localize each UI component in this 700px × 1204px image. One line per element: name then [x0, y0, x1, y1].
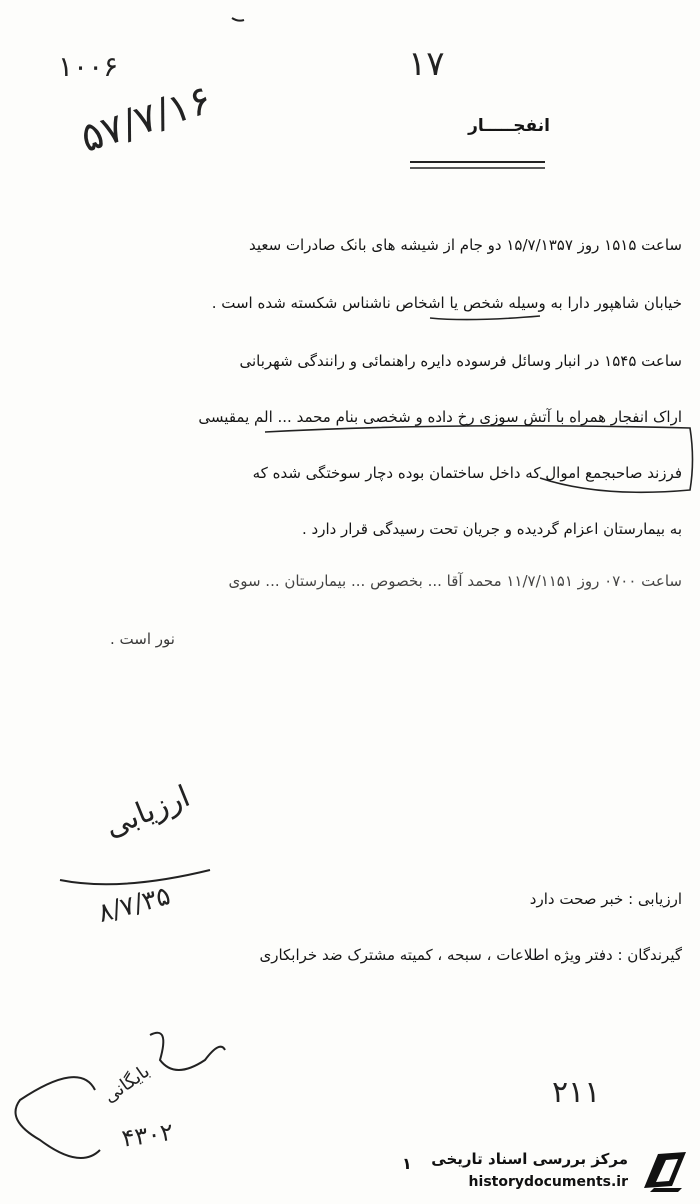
underline-line2	[430, 316, 540, 320]
underline-line4	[265, 426, 693, 493]
body-line-4: اراک انفجار همراه با آتش سوزی رخ داده و شخصی بنام محمد ... الم یمقیسی	[198, 408, 682, 426]
body-line-2: خیابان شاهپور دارا به وسیله شخص یا اشخاص ناشناس شکسته شده است .	[211, 294, 682, 312]
body-line-8: نور است .	[110, 630, 175, 648]
handwritten-note-3: بایگانی	[100, 1060, 154, 1108]
watermark	[398, 1144, 698, 1200]
handwritten-code: ۲۱۱	[552, 1075, 601, 1110]
body-line-7: ساعت ۰۷۰۰ روز ۱۱/۷/۱۱۵۱ محمد آقا ... بخصوص ... بیمارستان ... سوی	[228, 572, 682, 590]
handwritten-note-2: ۸/۷/۳۵	[95, 881, 174, 929]
watermark-number: ۱	[402, 1154, 412, 1173]
signature-scribble-1	[60, 870, 210, 884]
page-number: ۱۷	[408, 44, 445, 84]
signature-scribble-3	[150, 1033, 225, 1070]
body-line-5: فرزند صاحبجمع اموال که داخل ساختمان بوده دچار سوختگی شده که	[252, 464, 682, 482]
watermark-title: مرکز بررسی اسناد تاریخی	[431, 1150, 628, 1168]
handwritten-note-1: ارزیابی	[100, 778, 195, 845]
recipients-line: گیرندگان : دفتر ویژه اطلاعات ، سبحه ، کمیته مشترک ضد خرابکاری	[259, 946, 682, 964]
body-line-1: ساعت ۱۵۱۵ روز ۱۵/۷/۱۳۵۷ دو جام از شیشه های بانک صادرات سعید	[248, 236, 682, 254]
handwritten-note-4: ۴۳۰۲	[120, 1117, 175, 1153]
assessment-line: ارزیابی : خبر صحت دارد	[529, 890, 682, 908]
watermark-url: historydocuments.ir	[468, 1174, 628, 1190]
document-number: ۱۰۰۶	[58, 50, 119, 83]
body-line-6: به بیمارستان اعزام گردیده و جریان تحت رسیدگی قرار دارد .	[301, 520, 682, 538]
document-title: انفجـــــار	[468, 116, 550, 136]
signature-scribble-2	[16, 1077, 101, 1158]
top-scribble-mark	[232, 18, 244, 21]
handwritten-date: ۵۷/۷/۱۶	[75, 76, 218, 162]
body-line-3: ساعت ۱۵۴۵ در انبار وسائل فرسوده دایره راهنمائی و رانندگی شهربانی	[239, 352, 682, 370]
watermark-logo-icon	[638, 1148, 692, 1196]
